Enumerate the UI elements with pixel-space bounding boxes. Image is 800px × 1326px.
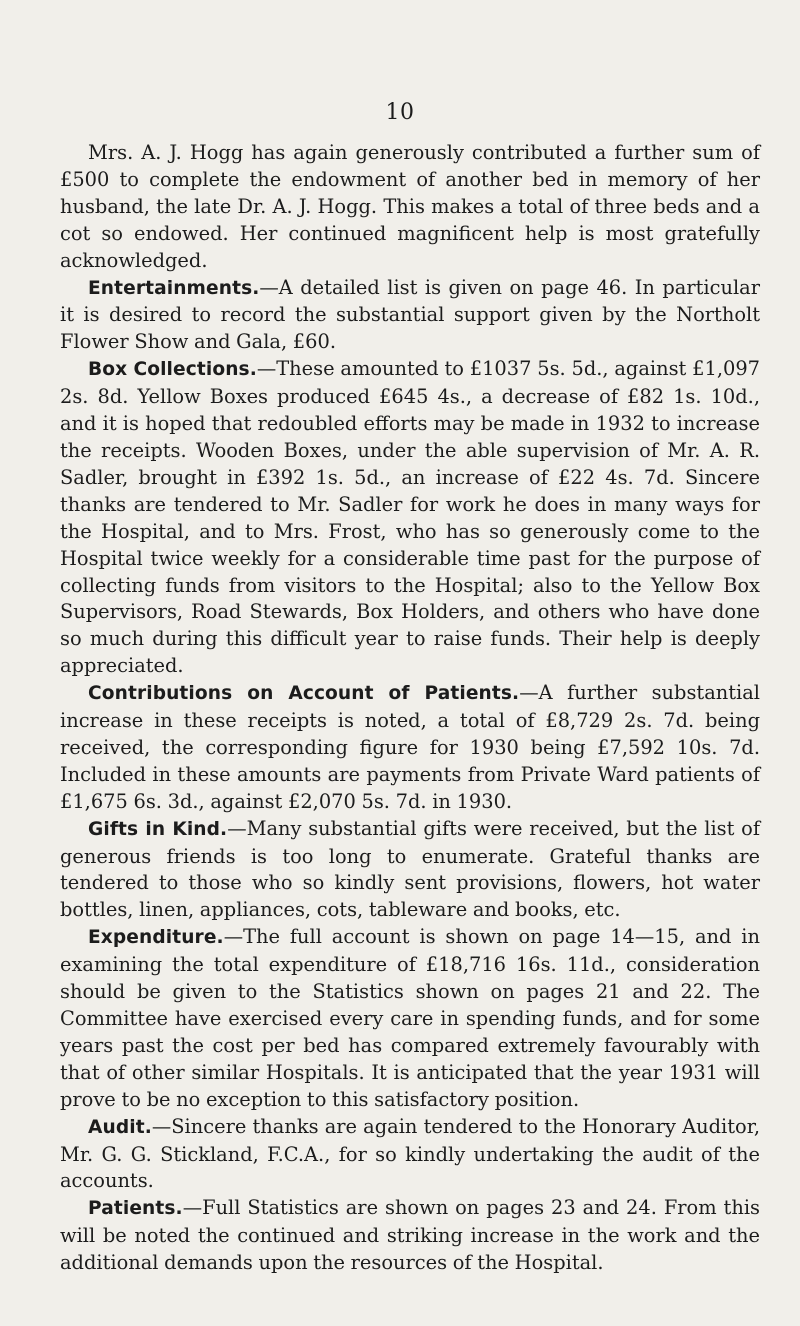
page-number: 10 xyxy=(385,100,415,125)
paragraph-text: —Many substantial gifts were received, but the list of generous friends is too long to enumerate. Grateful thanks are tendered to those who so kindly sent provisions, flowers, hot water bottles, linen, appliances, cots, tableware and books, etc. xyxy=(60,816,761,922)
section-heading-entertainments: Entertainments. xyxy=(88,277,260,299)
paragraph-text: —These amounted to £1037 5s. 5d., against £1,097 2s. 8d. Yellow Boxes produced £645 4s., a decrease of £82 1s. 10d., and it is hoped that redoubled efforts may be made in 1932 to increase the receipts. Wooden Boxes, under the able supervision of Mr. A. R. Sadler, brought in £392 1s. 5d., an increase of £22 4s. 7d. Sincere thanks are tendered to Mr. Sadler for work he does in many ways for the Hospital, and to Mrs. Frost, who has so generously come to the Hospital twice weekly for a considerable time past for the purpose of collecting funds from visitors to the Hospital; also to the Yellow Box Supervisors, Road Stewards, Box Holders, and others who have done so much during this difficult year to raise funds. Their help is deeply appreciated. xyxy=(60,357,760,678)
paragraph-endowment xyxy=(60,140,760,275)
paragraph-patients xyxy=(60,1195,760,1277)
section-heading-audit: Audit. xyxy=(88,1116,152,1138)
section-heading-gifts-in-kind: Gifts in Kind. xyxy=(88,818,228,840)
paragraph-text: —The full account is shown on page 14—15, and in examining the total expenditure of £18,716 16s. 11d., consideration should be given to the Statistics shown on pages 21 and 22. The Committee have exercised every care in spending funds, and for some years past the cost per bed has compared extremely favourably with that of other similar Hospitals. It is anticipated that the year 1931 will prove to be no exception to this satisfactory position. xyxy=(60,925,760,1111)
paragraph-audit xyxy=(60,1114,760,1196)
paragraph-contributions xyxy=(60,680,760,816)
paragraph-gifts-in-kind xyxy=(60,816,760,925)
section-heading-contributions: Contributions on Account of Patients. xyxy=(88,683,520,705)
paragraph-text: —Full Statistics are shown on pages 23 and 24. From this will be noted the continued and striking increase in the work and the additional demands upon the resources of the Hospital. xyxy=(60,1196,760,1275)
section-heading-expenditure: Expenditure. xyxy=(88,927,224,949)
section-heading-patients: Patients. xyxy=(88,1198,183,1220)
paragraph-expenditure xyxy=(60,924,760,1113)
paragraph-box-collections xyxy=(60,356,760,680)
paragraph-text: —A further substantial increase in these receipts is noted, a total of £8,729 2s. 7d. being received, the corresponding figure for 1930 being £7,592 10s. 7d. Included in these amounts are payments from Private Ward patients of £1,675 6s. 3d., against £2,070 5s. 7d. in 1930. xyxy=(60,681,760,813)
paragraph-text: —A detailed list is given on page 46. In particular it is desired to record the substantial support given by the Northolt Flower Show and Gala, £60. xyxy=(60,275,760,354)
paragraph-entertainments xyxy=(60,275,760,357)
section-heading-box-collections: Box Collections. xyxy=(88,359,257,381)
paragraph-text: —Sincere thanks are again tendered to the Honorary Auditor, Mr. G. G. Stickland, F.C.A., for so kindly undertaking the audit of the accounts. xyxy=(60,1114,760,1193)
report-body xyxy=(60,140,760,1277)
paragraph-text: Mrs. A. J. Hogg has again generously contributed a further sum of £500 to complete the endowment of another bed in memory of her husband, the late Dr. A. J. Hogg. This makes a total of three beds and a cot so endowed. Her continued magnificent help is most gratefully acknowledged. xyxy=(60,141,760,272)
